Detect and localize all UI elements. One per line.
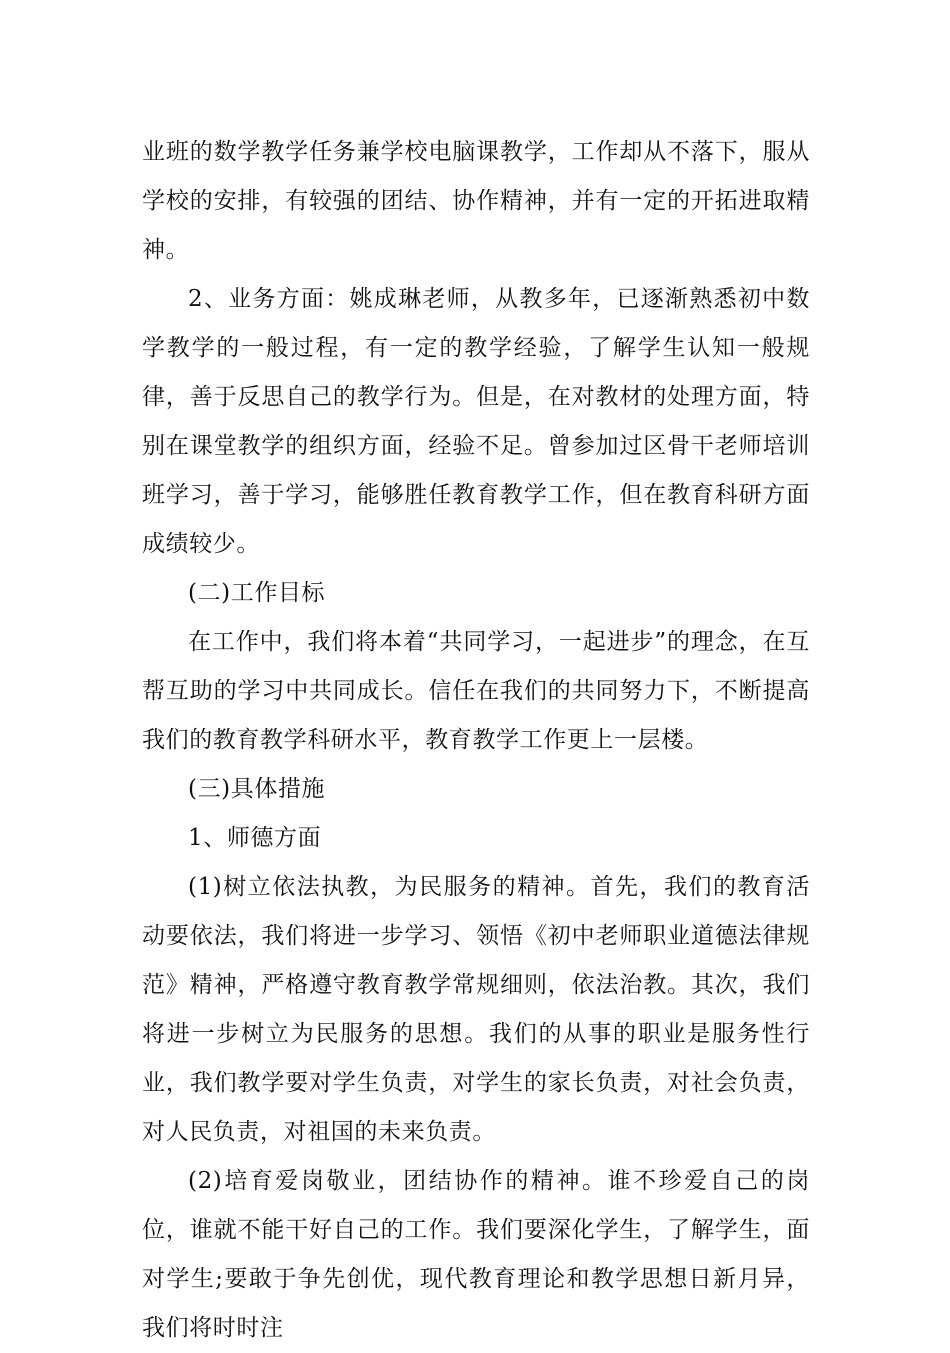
paragraph-work-goals: 在工作中，我们将本着“共同学习，一起进步”的理念，在互帮互助的学习中共同成长。信任在我们的共同努力下，不断提高我们的教育教学科研水平，教育教学工作更上一层楼。 [142, 629, 810, 753]
heading-work-goals: (二)工作目标 [188, 580, 326, 606]
paragraph-measure-1: (1)树立依法执教，为民服务的精神。首先，我们的教育活动要依法，我们将进一步学习、领悟《初中老师职业道德法律规范》精神，严格遵守教育教学常规细则，依法治教。其次，我们将进一步树立为民服务的思想。我们的从事的职业是服务性行业，我们教学要对学生负责，对学生的家长负责，对社会负责，对人民负责，对祖国的未来负责。 [142, 874, 810, 1145]
paragraph-measure-2: (2)培育爱岗敬业，团结协作的精神。谁不珍爱自己的岗位，谁就不能干好自己的工作。我们要深化学生，了解学生，面对学生;要敢于争先创优，现代教育理论和教学思想日新月异，我们将时时注 [142, 1168, 810, 1341]
heading-specific-measures: (三)具体措施 [188, 776, 326, 802]
subheading-teacher-ethics: 1、师德方面 [188, 825, 322, 851]
paragraph-business-aspect: 2、业务方面：姚成琳老师，从教多年，已逐渐熟悉初中数学教学的一般过程，有一定的教学经验，了解学生认知一般规律，善于反思自己的教学行为。但是，在对教材的处理方面，特别在课堂教学的组织方面，经验不足。曾参加过区骨干老师培训班学习，善于学习，能够胜任教育教学工作，但在教育科研方面成绩较少。 [142, 286, 810, 557]
document-body [142, 128, 810, 1353]
paragraph-intro-continuation: 业班的数学教学任务兼学校电脑课教学，工作却从不落下，服从学校的安排，有较强的团结、协作精神，并有一定的开拓进取精神。 [142, 139, 810, 263]
